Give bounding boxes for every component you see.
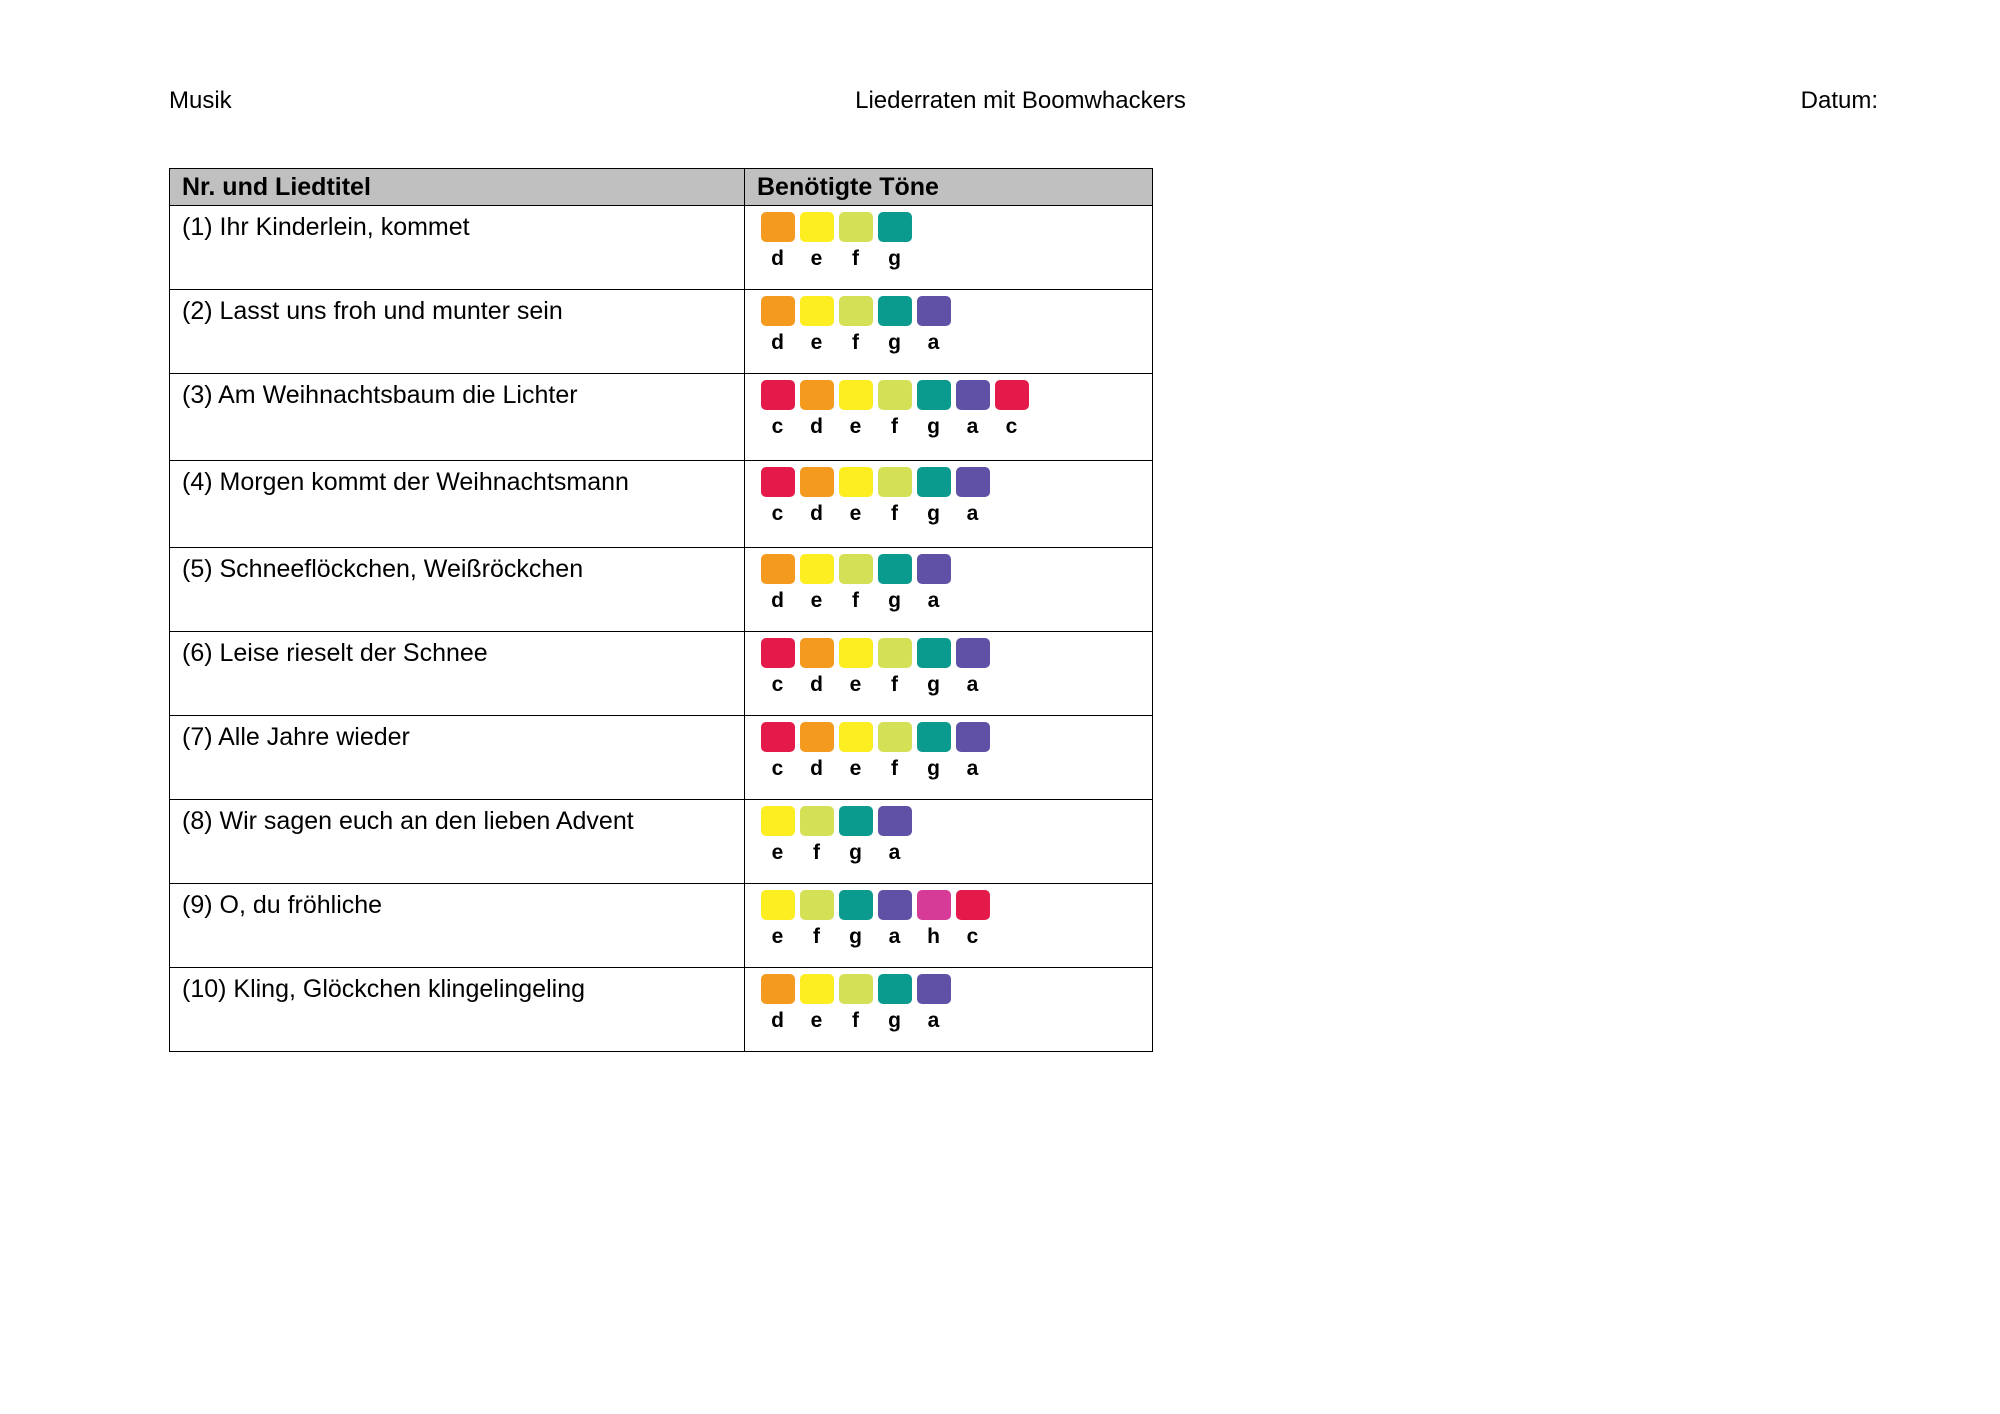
boomwhacker-swatch-e [839,380,873,410]
note-label-row [759,328,1152,358]
note-label: f [813,841,820,864]
boomwhacker-swatch-d [800,722,834,752]
boomwhacker-swatch-a [878,806,912,836]
song-title: (6) Leise rieselt der Schnee [182,639,488,667]
song-title-cell [170,374,745,461]
boomwhacker-swatch-e [839,467,873,497]
note-label: d [810,673,823,696]
color-swatch-row [759,890,1152,920]
song-title-cell [170,206,745,290]
note-label-row [759,412,1152,442]
note-label: e [810,589,823,612]
note-label: g [849,841,862,864]
note-label: g [927,757,940,780]
boomwhacker-swatch-d [761,296,795,326]
song-title: (7) Alle Jahre wieder [182,723,410,751]
note-label: f [852,331,859,354]
song-title: (8) Wir sagen euch an den lieben Advent [182,807,634,835]
note-group [745,884,1152,952]
boomwhacker-swatch-a [917,974,951,1004]
table-row [170,290,1153,374]
table-row [170,800,1153,884]
note-label: f [891,673,898,696]
notes-cell [745,548,1153,632]
boomwhacker-swatch-c [761,638,795,668]
note-label: f [852,247,859,270]
boomwhacker-swatch-f [878,380,912,410]
note-label: d [771,589,784,612]
song-title-cell [170,548,745,632]
note-group [745,632,1152,700]
boomwhacker-swatch-d [761,974,795,1004]
boomwhacker-swatch-g [878,212,912,242]
note-label: e [771,925,784,948]
boomwhacker-swatch-c [956,890,990,920]
column-header-title: Nr. und Liedtitel [170,169,745,206]
note-label: f [891,415,898,438]
boomwhacker-swatch-g [878,974,912,1004]
note-label: a [927,331,940,354]
note-label: e [849,502,862,525]
table-row [170,884,1153,968]
note-label: g [888,589,901,612]
note-label: g [888,331,901,354]
note-label: f [891,757,898,780]
page-title: Liederraten mit Boomwhackers [855,87,1186,114]
boomwhacker-swatch-g [878,554,912,584]
boomwhacker-swatch-e [839,722,873,752]
table-row [170,968,1153,1052]
boomwhacker-swatch-c [761,380,795,410]
note-group [745,968,1152,1036]
boomwhacker-swatch-a [956,638,990,668]
color-swatch-row [759,296,1152,326]
boomwhacker-swatch-a [917,296,951,326]
boomwhacker-swatch-a [956,380,990,410]
note-label: a [927,1009,940,1032]
song-title: (5) Schneeflöckchen, Weißröckchen [182,555,584,583]
boomwhacker-swatch-g [917,722,951,752]
note-label: e [810,247,823,270]
note-label: d [810,757,823,780]
boomwhacker-swatch-c [761,722,795,752]
table-row [170,548,1153,632]
note-label: g [888,1009,901,1032]
table-row [170,206,1153,290]
song-title-cell [170,290,745,374]
note-label: e [849,757,862,780]
song-title: (3) Am Weihnachtsbaum die Lichter [182,381,578,409]
note-label-row [759,922,1152,952]
note-label: c [771,673,784,696]
note-label: a [966,757,979,780]
note-group [745,290,1152,358]
note-label: a [966,502,979,525]
note-label: a [888,925,901,948]
note-group [745,716,1152,784]
table-row [170,374,1153,461]
table-header-row [170,169,1153,206]
boomwhacker-swatch-g [839,890,873,920]
boomwhacker-swatch-e [800,212,834,242]
boomwhacker-swatch-e [800,296,834,326]
notes-cell [745,800,1153,884]
note-label: a [927,589,940,612]
note-label: a [966,673,979,696]
boomwhacker-swatch-d [800,638,834,668]
boomwhacker-swatch-f [839,974,873,1004]
note-label: e [849,673,862,696]
boomwhacker-swatch-e [800,974,834,1004]
notes-cell [745,461,1153,548]
boomwhacker-swatch-e [839,638,873,668]
table-row [170,632,1153,716]
notes-cell [745,716,1153,800]
boomwhacker-swatch-c [995,380,1029,410]
note-group [745,206,1152,274]
boomwhacker-swatch-a [956,722,990,752]
notes-cell [745,884,1153,968]
note-label-row [759,838,1152,868]
note-label: g [927,673,940,696]
note-label: d [810,502,823,525]
note-label: g [927,415,940,438]
note-label-row [759,670,1152,700]
note-label: d [771,1009,784,1032]
note-label-row [759,1006,1152,1036]
note-group [745,461,1152,529]
songs-table [169,168,1153,1052]
boomwhacker-swatch-d [761,212,795,242]
song-title-cell [170,716,745,800]
color-swatch-row [759,467,1152,497]
boomwhacker-swatch-g [917,638,951,668]
color-swatch-row [759,212,1152,242]
color-swatch-row [759,806,1152,836]
note-label: h [927,925,940,948]
note-label: c [771,757,784,780]
boomwhacker-swatch-e [761,890,795,920]
note-label: d [771,331,784,354]
boomwhacker-swatch-d [800,380,834,410]
note-label: a [966,415,979,438]
table-row [170,461,1153,548]
notes-cell [745,374,1153,461]
boomwhacker-swatch-f [839,212,873,242]
note-label: a [888,841,901,864]
boomwhacker-swatch-h [917,890,951,920]
notes-cell [745,290,1153,374]
table-row [170,716,1153,800]
note-label: g [927,502,940,525]
boomwhacker-swatch-g [839,806,873,836]
boomwhacker-swatch-g [917,467,951,497]
song-title-cell [170,632,745,716]
boomwhacker-swatch-f [839,296,873,326]
boomwhacker-swatch-a [956,467,990,497]
note-label: f [852,1009,859,1032]
color-swatch-row [759,722,1152,752]
note-group [745,800,1152,868]
boomwhacker-swatch-f [878,722,912,752]
boomwhacker-swatch-e [761,806,795,836]
song-title-cell [170,968,745,1052]
color-swatch-row [759,380,1152,410]
note-label: e [810,331,823,354]
note-label: e [810,1009,823,1032]
boomwhacker-swatch-a [917,554,951,584]
note-label: c [1005,415,1018,438]
note-label: g [849,925,862,948]
note-label: c [771,502,784,525]
table-body [170,206,1153,1052]
boomwhacker-swatch-g [878,296,912,326]
color-swatch-row [759,638,1152,668]
note-label: f [891,502,898,525]
note-label: c [966,925,979,948]
note-label-row [759,244,1152,274]
boomwhacker-swatch-c [761,467,795,497]
note-label: d [771,247,784,270]
note-label: c [771,415,784,438]
note-label: d [810,415,823,438]
note-label: e [771,841,784,864]
song-title: (1) Ihr Kinderlein, kommet [182,213,470,241]
note-label: f [813,925,820,948]
boomwhacker-swatch-g [917,380,951,410]
color-swatch-row [759,974,1152,1004]
boomwhacker-swatch-f [839,554,873,584]
note-label-row [759,586,1152,616]
note-label-row [759,499,1152,529]
notes-cell [745,632,1153,716]
subject-label: Musik [169,87,232,114]
boomwhacker-swatch-f [878,638,912,668]
boomwhacker-swatch-f [800,890,834,920]
note-label: e [849,415,862,438]
song-title: (4) Morgen kommt der Weihnachtsmann [182,468,629,496]
song-title-cell [170,461,745,548]
column-header-notes: Benötigte Töne [745,169,1153,206]
song-title-cell [170,884,745,968]
notes-cell [745,206,1153,290]
date-label: Datum: [1800,87,1878,114]
boomwhacker-swatch-e [800,554,834,584]
note-label: g [888,247,901,270]
song-title: (2) Lasst uns froh und munter sein [182,297,563,325]
song-title-cell [170,800,745,884]
note-label: f [852,589,859,612]
song-title: (9) O, du fröhliche [182,891,383,919]
note-group [745,548,1152,616]
note-label-row [759,754,1152,784]
boomwhacker-swatch-f [800,806,834,836]
song-title: (10) Kling, Glöckchen klingelingeling [182,975,586,1003]
boomwhacker-swatch-d [761,554,795,584]
color-swatch-row [759,554,1152,584]
note-group [745,374,1152,442]
notes-cell [745,968,1153,1052]
boomwhacker-swatch-f [878,467,912,497]
boomwhacker-swatch-d [800,467,834,497]
boomwhacker-swatch-a [878,890,912,920]
